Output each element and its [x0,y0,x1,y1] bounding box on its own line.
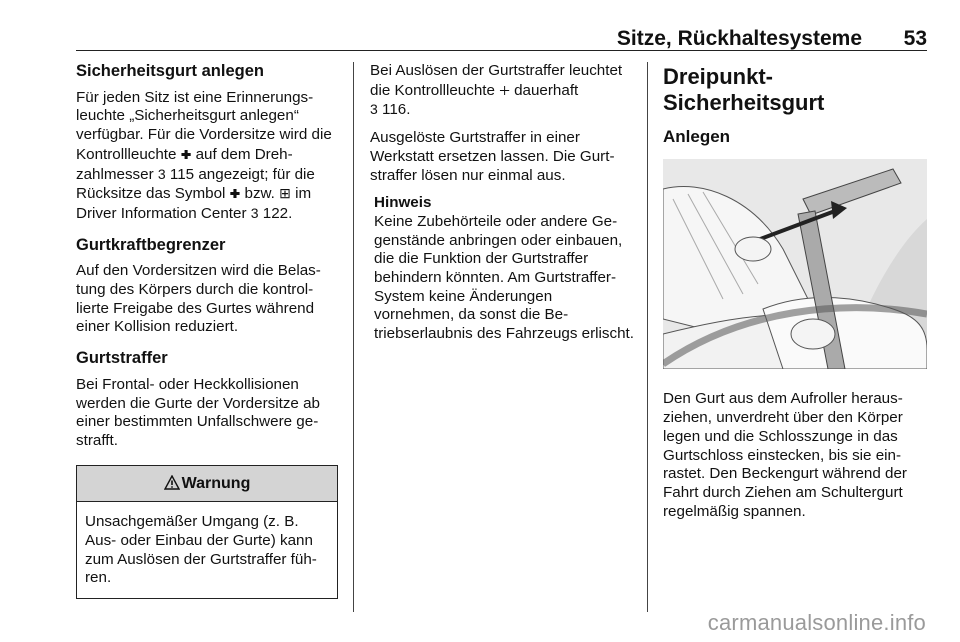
column-1 [76,62,338,599]
header-divider [76,50,927,51]
seatbelt-warning-icon: 🞧 [180,145,192,162]
page-reference-icon: 3 [157,165,166,182]
chapter-title: Sitze, Rückhaltesysteme [616,27,862,50]
pretensioner-warning-icon: 🞣 [499,81,510,98]
note-text: Keine Zubehörteile oder andere Gegenstände anbringen oder einbauen, die die Funktion der Gurtstraffer behindern könnten. Am Gurtstraffer-System keine Änderungen vornehmen, da sonst die Betriebserlaubnis des Fahrzeugs erlischt. [374,212,634,343]
watermark: carmanualsonline.info [707,610,926,635]
warning-title: Warnung [77,466,337,503]
heading-sicherheitsgurt-anlegen: Sicherheitsgurt anlegen [76,62,264,80]
warning-triangle-icon [164,475,180,490]
note-box [370,194,634,344]
note-title: Hinweis [374,194,432,212]
seatbelt-illustration [663,159,927,369]
rear-seat-icon: ⊞ [279,185,291,202]
column-divider-1 [353,62,354,612]
column-2 [370,62,634,344]
warning-text: Unsachgemäßer Umgang (z. B. Aus- oder Einbau der Gurte) kann zum Auslösen der Gurtstraffer führen. [85,513,317,587]
column-3 [663,62,927,530]
seatbelt-warning-icon: 🞧 [229,185,241,202]
paragraph-force-limiter: Auf den Vordersitzen wird die Belastung des Körpers durch die kontrollierte Freigabe des Gurtes während einer Kollision reduziert. [76,262,321,336]
paragraph-fasten-instructions: Den Gurt aus dem Aufroller herausziehen, unverdreht über den Körper legen und die Schlosszunge in das Gurtschloss einstecken, bis sie einrastet. Den Beckengurt während der Fahrt durch Ziehen am Schultergurt regelmäßig spannen. [663,390,907,520]
heading-gurtstraffer: Gurtstraffer [76,349,168,368]
warning-box [76,465,338,600]
paragraph-reminder: Für jeden Sitz ist eine Erinnerungsleuchte „Sicherheitsgurt anlegen“ verfügbar. Für die Vordersitze wird die Kontrollleuchte 🞧 auf dem Drehzahlmesser 3 115 angezeigt; für die Rücksitze das Symbol 🞧 bzw. ⊞ im Driver Information Center 3 122. [76,88,332,222]
paragraph-replace-pretensioner: Ausgelöste Gurtstraffer in einer Werkstatt ersetzen lassen. Die Gurtstraffer lösen nur einmal aus. [370,129,615,184]
page-number: 53 [903,27,927,50]
page-reference-icon: 3 [370,101,378,118]
heading-gurtkraftbegrenzer: Gurtkraftbegrenzer [76,235,226,254]
paragraph-pretensioner-light: Bei Auslösen der Gurtstraffer leuchtet die Kontrollleuchte 🞣 dauerhaft 3 116. [370,62,623,119]
heading-anlegen: Anlegen [663,127,731,146]
paragraph-pretensioner: Bei Frontal- oder Heckkollisionen werden die Gurte der Vordersitze ab einer bestimmten Unfallschwere gestrafft. [76,375,320,449]
heading-dreipunkt-sicherheitsgurt: Dreipunkt-Sicherheitsgurt [663,64,825,115]
page-reference-icon: 3 [250,204,259,221]
column-divider-2 [647,62,648,612]
